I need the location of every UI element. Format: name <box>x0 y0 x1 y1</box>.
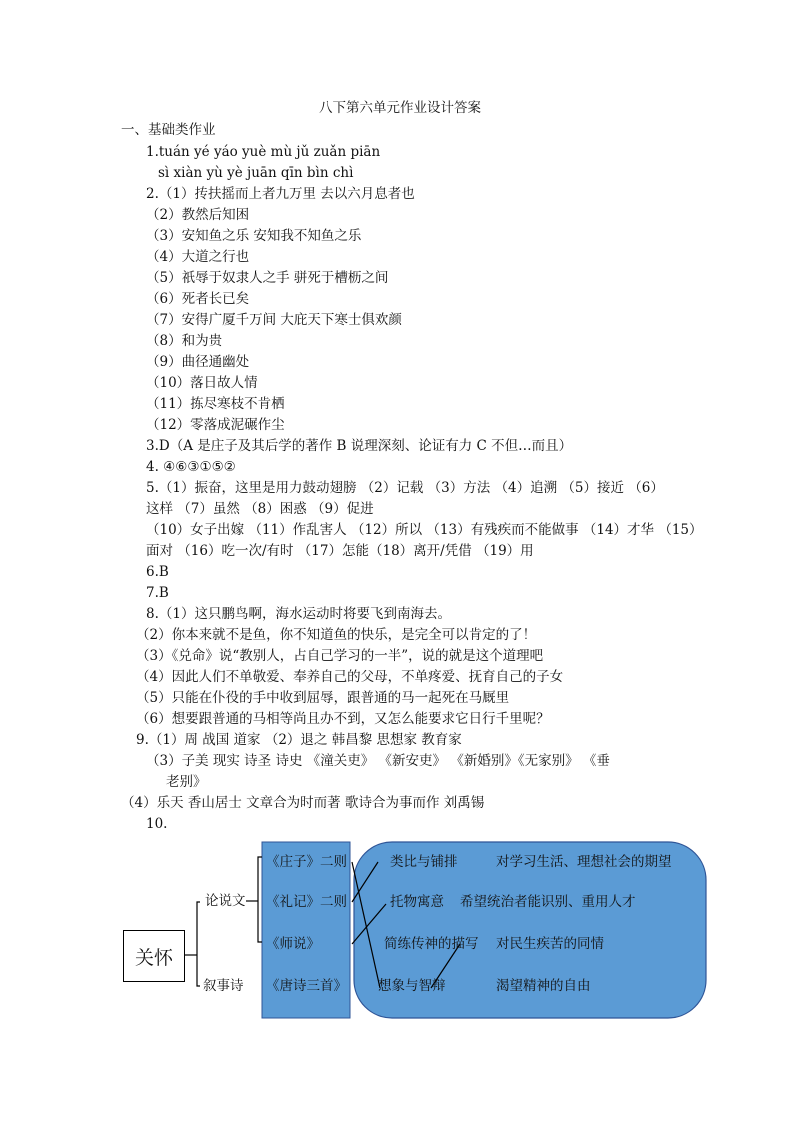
q8-line: （3）《兑命》说“教别人，占自己学习的一半”，说的就是这个道理吧 <box>136 648 544 664</box>
q2-item: （10）落日故人情 <box>146 375 258 391</box>
theme-item: 对民生疾苦的同情 <box>496 936 604 952</box>
work-item: 《庄子》二则 <box>266 854 347 870</box>
root-bracket <box>197 902 200 986</box>
q9-line: 老别》 <box>166 774 207 790</box>
q8-line: （4）因此人们不单敬爱、奉养自己的父母，不单疼爱、抚育自己的子女 <box>136 669 564 685</box>
q8-line: 8.（1）这只鹏鸟啊，海水运动时将要飞到南海去。 <box>146 606 451 622</box>
q2-item: （8）和为贵 <box>146 333 223 349</box>
section-heading: 一、基础类作业 <box>121 122 216 138</box>
work-item: 《礼记》二则 <box>266 894 347 910</box>
q2-item: （3）安知鱼之乐 安知我不知鱼之乐 <box>146 228 362 244</box>
feature-item: 简练传神的描写 <box>384 936 479 952</box>
branch-xushi: 叙事诗 <box>203 978 244 994</box>
q2-item: （4）大道之行也 <box>146 249 250 265</box>
q5-line: 面对 （16）吃一次/有时 （17）怎能（18）离开/凭借 （19）用 <box>146 543 534 559</box>
branch-lunshuo: 论说文 <box>205 893 246 909</box>
diagram-root-box: 关怀 <box>123 930 185 982</box>
q2-item: 2.（1）抟扶摇而上者九万里 去以六月息者也 <box>146 186 415 202</box>
page-title: 八下第六单元作业设计答案 <box>319 100 481 116</box>
q2-item: （11）拣尽寒枝不肯栖 <box>146 396 285 412</box>
q2-item: （9）曲径通幽处 <box>146 354 250 370</box>
q9-line: （3）子美 现实 诗圣 诗史 《潼关吏》 《新安吏》 《新婚别》《无家别》 《垂 <box>146 753 610 769</box>
theme-item: 对学习生活、理想社会的期望 <box>496 854 672 870</box>
theme-item: 希望统治者能识别、重用人才 <box>460 894 636 910</box>
q8-line: （2）你本来就不是鱼，你不知道鱼的快乐，是完全可以肯定的了！ <box>136 627 537 643</box>
q6-answer: 6.B <box>146 564 169 580</box>
q2-item: （12）零落成泥碾作尘 <box>146 417 285 433</box>
feature-item: 托物寓意 <box>390 894 444 910</box>
q5-line: （10）女子出嫁 （11）作乱害人 （12）所以 （13）有残疾而不能做事 （14）才华 （15） <box>146 522 703 538</box>
q5-line: 5.（1）振奋，这里是用力鼓动翅膀 （2）记载 （3）方法 （4）追溯 （5）接近 （6） <box>146 480 664 496</box>
q8-line: （6）想要跟普通的马相等尚且办不到，又怎么能要求它日行千里呢？ <box>136 711 550 727</box>
q2-item: （5）祇辱于奴隶人之手 骈死于槽枥之间 <box>146 270 389 286</box>
q5-line: 这样 （7）虽然 （8）困惑 （9）促进 <box>146 501 374 517</box>
q2-item: （6）死者长已矣 <box>146 291 250 307</box>
work-item: 《师说》 <box>266 936 320 952</box>
q1-pinyin-line1: 1.tuán yé yáo yuè mù jǔ zuǎn piān <box>146 144 381 160</box>
q4-answer: 4. ④⑥③①⑤② <box>146 459 236 475</box>
q2-item: （7）安得广厦千万间 大庇天下寒士俱欢颜 <box>146 312 402 328</box>
q3-answer: 3.D（A 是庄子及其后学的著作 B 说理深刻、论证有力 C 不但…而且） <box>146 438 573 454</box>
theme-item: 渴望精神的自由 <box>496 978 591 994</box>
feature-item: 类比与铺排 <box>390 854 458 870</box>
work-item: 《唐诗三首》 <box>266 978 347 994</box>
feature-item: 想象与智辩 <box>378 978 446 994</box>
lunshuo-bracket <box>258 857 262 942</box>
q8-line: （5）只能在仆役的手中收到屈辱，跟普通的马一起死在马厩里 <box>136 690 510 706</box>
q2-item: （2）教然后知困 <box>146 207 250 223</box>
q1-pinyin-line2: sì xiàn yù yè juān qīn bìn chì <box>158 165 354 181</box>
q7-answer: 7.B <box>146 585 169 601</box>
q9-line: 9.（1）周 战国 道家 （2）退之 韩昌黎 思想家 教育家 <box>136 732 462 748</box>
q10-label: 10. <box>146 816 168 832</box>
q9-line: （4）乐天 香山居士 文章合为时而著 歌诗合为事而作 刘禹锡 <box>121 795 485 811</box>
